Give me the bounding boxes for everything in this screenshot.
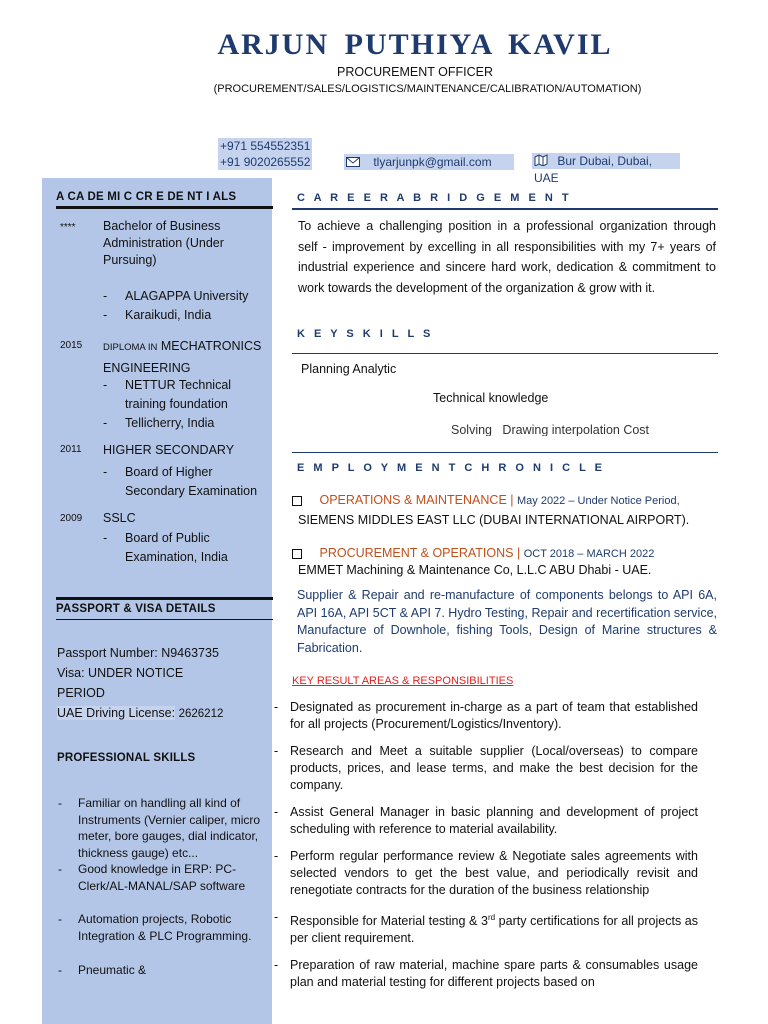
passport-rule-top: [56, 597, 273, 600]
job-title: PROCUREMENT & OPERATIONS |: [319, 546, 521, 560]
job-2-heading: [292, 546, 654, 560]
kra-list: [290, 699, 698, 1001]
edu-sub: - ALAGAPPA University: [103, 287, 268, 306]
skill-planning: Planning Analytic: [301, 362, 397, 376]
job-title: PROCUREMENT OFFICER: [336, 65, 494, 79]
edu-title-block: [103, 336, 263, 379]
edu-sub: - Tellicherry, India: [103, 414, 253, 433]
skill-technical: Technical knowledge: [433, 391, 549, 405]
kra-item: - Research and Meet a suitable supplier (Local/overseas) to compare products, prices, and lease terms, and make the best decision for the company.: [290, 743, 698, 794]
edu-subs: [103, 529, 228, 567]
professional-item: - Pneumatic &: [58, 962, 263, 979]
visa-status-cont: PERIOD: [57, 686, 105, 700]
visa-status: Visa: UNDER NOTICE: [57, 666, 184, 680]
employment-heading: E M P L O Y M E N T C H R O N I C L E: [297, 462, 606, 474]
career-heading: C A R E E R A B R I D G E M E N T: [297, 192, 572, 204]
career-text: To achieve a challenging position in a professional organization through self - improvement by excelling in all responsibilities with my 7+ years of industrial experience and sincere hard work, dedication & commitment to work towards the development of the organization & grow with it.: [298, 219, 716, 295]
driving-license: UAE Driving License: 2626212: [57, 706, 224, 720]
edu-subs: [103, 287, 268, 325]
passport-rule: [56, 619, 273, 620]
email-block: [344, 154, 514, 170]
job-company: SIEMENS MIDDLES EAST LLC (DUBAI INTERNATIONAL AIRPORT).: [298, 513, 690, 527]
edu-year: 2015: [60, 340, 83, 351]
checkbox-icon: [292, 549, 302, 559]
professional-item: - Good knowledge in ERP: PC- Clerk/AL-MANAL/SAP software: [58, 861, 263, 894]
edu-title: MECHATRONICS ENGINEERING: [103, 339, 262, 375]
phone-2: +91 9020265552: [220, 155, 311, 169]
kra-heading: KEY RESULT AREAS & RESPONSIBILITIES: [292, 675, 514, 687]
edu-sub: - Karaikudi, India: [103, 306, 268, 325]
edu-title: SSLC: [103, 511, 136, 525]
email-address[interactable]: tlyarjunpk@gmail.com: [373, 155, 492, 169]
kra-item: - Preparation of raw material, machine spare parts & consumables usage plan and material testing for different projects based on: [290, 957, 698, 991]
map-icon: [534, 154, 548, 170]
keyskills-rule: [292, 353, 718, 354]
passport-details: [57, 643, 223, 724]
edu-prefix: DIPLOMA IN: [103, 342, 158, 353]
edu-subs: [103, 463, 268, 501]
license-number: 2626212: [178, 708, 224, 720]
kra-item: - Assist General Manager in basic planning and development of project scheduling with reference to material availability.: [290, 804, 698, 838]
candidate-name: ARJUN PUTHIYA KAVIL: [217, 28, 613, 61]
passport-heading: PASSPORT & VISA DETAILS: [56, 603, 216, 615]
kra-item: - Responsible for Material testing & 3rd party certifications for all projects as per client requirement.: [290, 909, 698, 947]
kra-item: - Designated as procurement in-charge as a part of team that established for all projects (Procurement/Logistics/Inventory).: [290, 699, 698, 733]
email-icon: [346, 155, 360, 171]
job-company: EMMET Machining & Maintenance Co, L.L.C ABU Dhabi - UAE.: [298, 563, 652, 577]
edu-subs: [103, 376, 253, 433]
job-description: Supplier & Repair and re-manufacture of components belongs to API 6A, API 16A, API 5CT & API 7. Hydro Testing, Repair and recertification service, Manufacture of Downhole, fishing Tools, Design of Marine structures & Fabrication.: [297, 588, 717, 655]
location-block: [532, 153, 680, 185]
job-title: OPERATIONS & MAINTENANCE |: [319, 493, 514, 507]
phone-block: [218, 138, 312, 170]
phone-1: +971 554552351: [220, 139, 311, 153]
professional-list: [58, 795, 263, 979]
edu-year: 2009: [60, 513, 83, 524]
professional-item: - Automation projects, Robotic Integration & PLC Programming.: [58, 911, 263, 944]
edu-year: 2011: [60, 444, 82, 455]
edu-title: HIGHER SECONDARY: [103, 443, 235, 457]
academic-rule: [56, 206, 273, 209]
job-scope: (PROCUREMENT/SALES/LOGISTICS/MAINTENANCE/CALIBRATION/AUTOMATION): [213, 83, 642, 95]
academic-heading: A CA DE MI C CR E DE NT I ALS: [56, 191, 237, 203]
job-period: May 2022 – Under Notice Period,: [516, 495, 680, 507]
professional-item: - Familiar on handling all kind of Instruments (Vernier caliper, micro meter, bore gauges, dial indicator, thickness gauge) etc...: [58, 795, 263, 861]
edu-sub: - NETTUR Technical training foundation: [103, 376, 253, 414]
passport-number: Passport Number: N9463735: [57, 646, 219, 660]
edu-title: Bachelor of Business Administration (Under Pursuing): [103, 219, 224, 267]
career-rule: [292, 208, 718, 210]
keyskills-rule-bottom: [292, 452, 718, 453]
job-1-heading: [292, 493, 680, 507]
edu-sub: - Board of Public Examination, India: [103, 529, 228, 567]
kra-item: - Perform regular performance review & Negotiate sales agreements with selected vendors to get the best value, and periodically revisit and renegotiate contracts for the duration of the business relationship: [290, 848, 698, 899]
location-text: Bur Dubai, Dubai, UAE: [534, 154, 653, 185]
keyskills-heading: K E Y S K I L L S: [297, 328, 434, 340]
checkbox-icon: [292, 496, 302, 506]
professional-heading: PROFESSIONAL SKILLS: [57, 752, 196, 764]
edu-year: ****: [60, 222, 76, 233]
job-period: OCT 2018 – MARCH 2022: [523, 548, 655, 560]
skill-misc: Solving Drawing interpolation Cost: [451, 423, 650, 436]
edu-sub: - Board of Higher Secondary Examination: [103, 463, 268, 501]
